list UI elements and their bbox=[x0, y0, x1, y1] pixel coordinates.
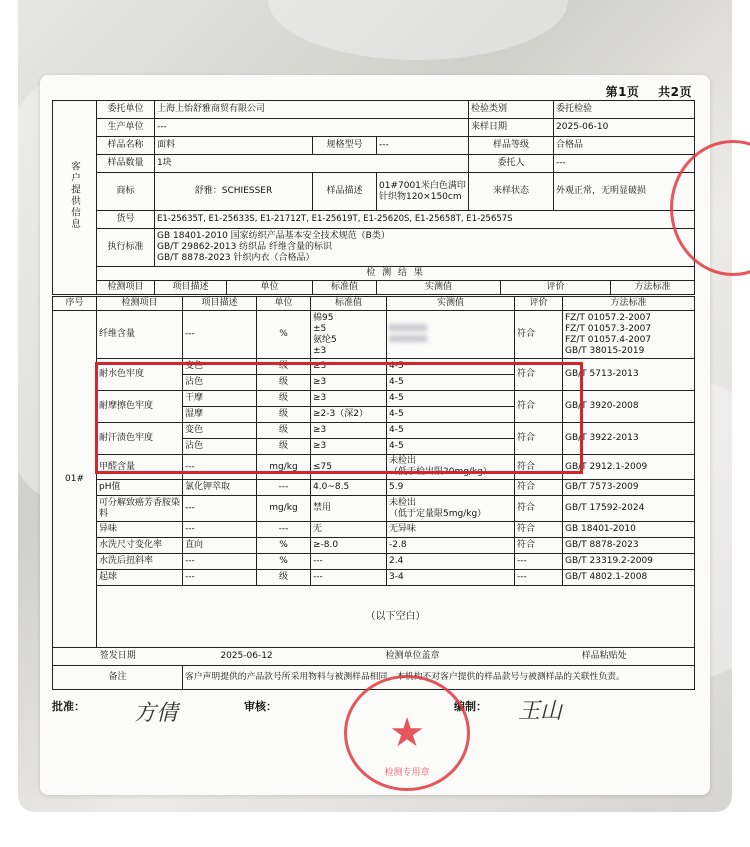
item-unit: % bbox=[257, 554, 311, 570]
header-desc: 项目描述 bbox=[155, 281, 227, 295]
item-method: GB/T 3922-2013 bbox=[563, 423, 695, 455]
producer: --- bbox=[155, 119, 469, 137]
sample-no: 01# bbox=[53, 311, 97, 648]
label-item-no: 货号 bbox=[97, 211, 155, 229]
item-eval: 符合 bbox=[515, 522, 563, 538]
item-value: 无异味 bbox=[387, 522, 515, 538]
item-std: 4.0~8.5 bbox=[311, 480, 387, 496]
item-desc: --- bbox=[183, 496, 257, 522]
issue-date: 2025-06-12 bbox=[183, 648, 311, 666]
header-std-2: 标准值 bbox=[311, 297, 387, 311]
seal-bottom-text: 检测专用章 bbox=[384, 768, 430, 778]
item-unit: mg/kg bbox=[257, 455, 311, 480]
table-row bbox=[53, 391, 695, 407]
item-value: 3-4 bbox=[387, 570, 515, 586]
remark: 客户声明提供的产品款号所采用物料与被测样品相同，本机构不对客户提供的样品款号与被测样品的关联性负责。 bbox=[183, 666, 695, 690]
item-desc: 干摩 bbox=[183, 391, 257, 407]
table-row bbox=[53, 423, 695, 439]
table-row bbox=[53, 455, 695, 480]
item-std: ≥3 bbox=[311, 423, 387, 439]
item-method: GB 18401-2010 bbox=[563, 522, 695, 538]
seal-label: 检测单位盖章 bbox=[311, 648, 515, 666]
item-name: 耐摩擦色牢度 bbox=[97, 391, 183, 423]
label-test-type: 检验类别 bbox=[469, 101, 554, 119]
table-row bbox=[53, 480, 695, 496]
header-desc-2: 项目描述 bbox=[183, 297, 257, 311]
item-method: GB/T 17592-2024 bbox=[563, 496, 695, 522]
item-std: ≥3 bbox=[311, 439, 387, 455]
results-section bbox=[52, 296, 694, 690]
item-eval: 符合 bbox=[515, 480, 563, 496]
label-entrusting-unit: 委托单位 bbox=[97, 101, 155, 119]
table-row bbox=[53, 496, 695, 522]
item-desc: 变色 bbox=[183, 423, 257, 439]
item-desc: 沾色 bbox=[183, 439, 257, 455]
item-eval: 符合 bbox=[515, 391, 563, 423]
item-std: 棉95 ±5 氨纶5 ±3 bbox=[311, 311, 387, 359]
item-value: 4-5 bbox=[387, 423, 515, 439]
prepare-label: 编制： bbox=[454, 700, 487, 713]
label-brand: 商标 bbox=[97, 173, 155, 211]
item-method: GB/T 8878-2023 bbox=[563, 538, 695, 554]
item-name: 水洗尺寸变化率 bbox=[97, 538, 183, 554]
item-unit: --- bbox=[257, 522, 311, 538]
item-method: GB/T 5713-2013 bbox=[563, 359, 695, 391]
item-value: 未检出 （低于定量限5mg/kg） bbox=[387, 496, 515, 522]
item-method: GB/T 7573-2009 bbox=[563, 480, 695, 496]
item-unit: --- bbox=[257, 480, 311, 496]
item-method: FZ/T 01057.2-2007 FZ/T 01057.3-2007 FZ/T 01057.4-2007 GB/T 38015-2019 bbox=[563, 311, 695, 359]
label-sample-date: 来样日期 bbox=[469, 119, 554, 137]
results-table bbox=[52, 296, 695, 690]
item-std: ≥2-3（深2） bbox=[311, 407, 387, 423]
table-row bbox=[53, 538, 695, 554]
item-unit: 级 bbox=[257, 570, 311, 586]
item-eval: 符合 bbox=[515, 538, 563, 554]
label-sample-name: 样品名称 bbox=[97, 137, 155, 155]
label-spec: 规格型号 bbox=[313, 137, 377, 155]
header-method-2: 方法标准 bbox=[563, 297, 695, 311]
item-value: 4-5 bbox=[387, 391, 515, 407]
item-std: ≤75 bbox=[311, 455, 387, 480]
brand: 舒雅：SCHIESSER bbox=[155, 173, 313, 211]
item-name: 异味 bbox=[97, 522, 183, 538]
standards: GB 18401-2010 国家纺织产品基本安全技术规范（B类） GB/T 29862-2013 纺织品 纤维含量的标识 GB/T 8878-2023 针织内衣（合格品） bbox=[155, 229, 695, 267]
label-grade: 样品等级 bbox=[469, 137, 554, 155]
item-desc: 变色 bbox=[183, 359, 257, 375]
results-title: 检 测 结 果 bbox=[97, 267, 695, 281]
label-qty: 样品数量 bbox=[97, 155, 155, 173]
results-header bbox=[53, 281, 695, 295]
header-item-2: 检测项目 bbox=[97, 297, 183, 311]
item-value: 2.4 bbox=[387, 554, 515, 570]
item-std: 禁用 bbox=[311, 496, 387, 522]
sample-desc: 01#7001米白色满印针织物120×150cm bbox=[377, 173, 469, 211]
item-unit: 级 bbox=[257, 375, 311, 391]
item-std: ≥3 bbox=[311, 391, 387, 407]
header-item: 检测项目 bbox=[97, 281, 155, 295]
client-info-label: 客户提供信息 bbox=[53, 101, 97, 295]
header-unit-2: 单位 bbox=[257, 297, 311, 311]
item-value: 5.9 bbox=[387, 480, 515, 496]
header-method: 方法标准 bbox=[611, 281, 695, 295]
review-label: 审核： bbox=[244, 700, 277, 713]
blank-row bbox=[53, 586, 695, 648]
sample-state: 外观正常，无明显破损 bbox=[554, 173, 695, 211]
test-type: 委托检验 bbox=[554, 101, 695, 119]
item-eval: 符合 bbox=[515, 496, 563, 522]
item-desc: 直向 bbox=[183, 538, 257, 554]
item-std: ≥3 bbox=[311, 375, 387, 391]
item-std: --- bbox=[311, 554, 387, 570]
item-desc: --- bbox=[183, 311, 257, 359]
header-std: 标准值 bbox=[313, 281, 377, 295]
item-method: GB/T 4802.1-2008 bbox=[563, 570, 695, 586]
label-entruster: 委托人 bbox=[469, 155, 554, 173]
item-desc: --- bbox=[183, 522, 257, 538]
table-row bbox=[53, 570, 695, 586]
item-unit: 级 bbox=[257, 439, 311, 455]
report-table bbox=[52, 100, 695, 295]
approve-signature: 方倩 bbox=[134, 701, 179, 726]
item-unit: % bbox=[257, 311, 311, 359]
entruster: --- bbox=[554, 155, 695, 173]
item-desc: 氯化钾萃取 bbox=[183, 480, 257, 496]
sample-name: 面料 bbox=[155, 137, 313, 155]
item-desc: --- bbox=[183, 455, 257, 480]
item-value: 4-5 bbox=[387, 407, 515, 423]
item-std: ≥-8.0 bbox=[311, 538, 387, 554]
item-unit: mg/kg bbox=[257, 496, 311, 522]
item-unit: 级 bbox=[257, 391, 311, 407]
inspection-seal bbox=[344, 675, 470, 791]
label-desc: 样品描述 bbox=[313, 173, 377, 211]
item-name: pH值 bbox=[97, 480, 183, 496]
blank-note: （以下空白） bbox=[97, 586, 695, 648]
item-name: 可分解致癌芳香胺染料 bbox=[97, 496, 183, 522]
grade: 合格品 bbox=[554, 137, 695, 155]
item-name: 纤维含量 bbox=[97, 311, 183, 359]
prepare-signature: 王山 bbox=[518, 699, 563, 724]
item-value: 4-5 bbox=[387, 375, 515, 391]
item-eval: 符合 bbox=[515, 455, 563, 480]
header-eval: 评价 bbox=[501, 281, 611, 295]
item-value: 未检出 （低于检出限20mg/kg） bbox=[387, 455, 515, 480]
item-name: 甲醛含量 bbox=[97, 455, 183, 480]
item-name: 起球 bbox=[97, 570, 183, 586]
item-value: 4-5 bbox=[387, 359, 515, 375]
label-standard: 执行标准 bbox=[97, 229, 155, 267]
remark-label: 备注 bbox=[53, 666, 183, 690]
item-unit: 级 bbox=[257, 359, 311, 375]
item-no: E1-25635T, E1-25633S, E1-21712T, E1-25619T, E1-25620S, E1-25658T, E1-25657S bbox=[155, 211, 695, 229]
sticker-label: 样品粘贴处 bbox=[515, 648, 695, 666]
item-desc: --- bbox=[183, 570, 257, 586]
redacted-value bbox=[387, 311, 515, 359]
item-method: GB/T 23319.2-2009 bbox=[563, 554, 695, 570]
label-state: 来样状态 bbox=[469, 173, 554, 211]
item-desc: --- bbox=[183, 554, 257, 570]
approve-label: 批准： bbox=[52, 700, 85, 713]
seal-star-icon: ★ bbox=[389, 710, 425, 756]
item-std: 无 bbox=[311, 522, 387, 538]
item-method: GB/T 3920-2008 bbox=[563, 391, 695, 423]
item-value: 4-5 bbox=[387, 439, 515, 455]
header-unit: 单位 bbox=[227, 281, 313, 295]
label-producer: 生产单位 bbox=[97, 119, 155, 137]
item-unit: % bbox=[257, 538, 311, 554]
item-eval: --- bbox=[515, 570, 563, 586]
table-row bbox=[53, 311, 695, 359]
footer-row bbox=[53, 648, 695, 666]
header-value: 实测值 bbox=[377, 281, 501, 295]
item-eval: 符合 bbox=[515, 311, 563, 359]
item-std: --- bbox=[311, 570, 387, 586]
table-row bbox=[53, 522, 695, 538]
item-name: 耐汗渍色牢度 bbox=[97, 423, 183, 455]
page-number: 第1页 共2页 bbox=[605, 85, 692, 99]
item-desc: 湿摩 bbox=[183, 407, 257, 423]
item-name: 耐水色牢度 bbox=[97, 359, 183, 391]
item-eval: --- bbox=[515, 554, 563, 570]
item-method: GB/T 2912.1-2009 bbox=[563, 455, 695, 480]
item-name: 水洗后扭斜率 bbox=[97, 554, 183, 570]
item-desc: 沾色 bbox=[183, 375, 257, 391]
item-unit: 级 bbox=[257, 423, 311, 439]
table-row bbox=[53, 359, 695, 375]
table-row bbox=[53, 554, 695, 570]
item-unit: 级 bbox=[257, 407, 311, 423]
sample-date: 2025-06-10 bbox=[554, 119, 695, 137]
header-value-2: 实测值 bbox=[387, 297, 515, 311]
item-eval: 符合 bbox=[515, 359, 563, 391]
item-value: -2.8 bbox=[387, 538, 515, 554]
item-eval: 符合 bbox=[515, 423, 563, 455]
entrusting-unit: 上海上怡舒雅商贸有限公司 bbox=[155, 101, 469, 119]
item-std: ≥3 bbox=[311, 359, 387, 375]
header-no: 序号 bbox=[53, 297, 97, 311]
qty: 1块 bbox=[155, 155, 469, 173]
header-eval-2: 评价 bbox=[515, 297, 563, 311]
spec: --- bbox=[377, 137, 469, 155]
issue-date-label: 签发日期 bbox=[53, 648, 183, 666]
